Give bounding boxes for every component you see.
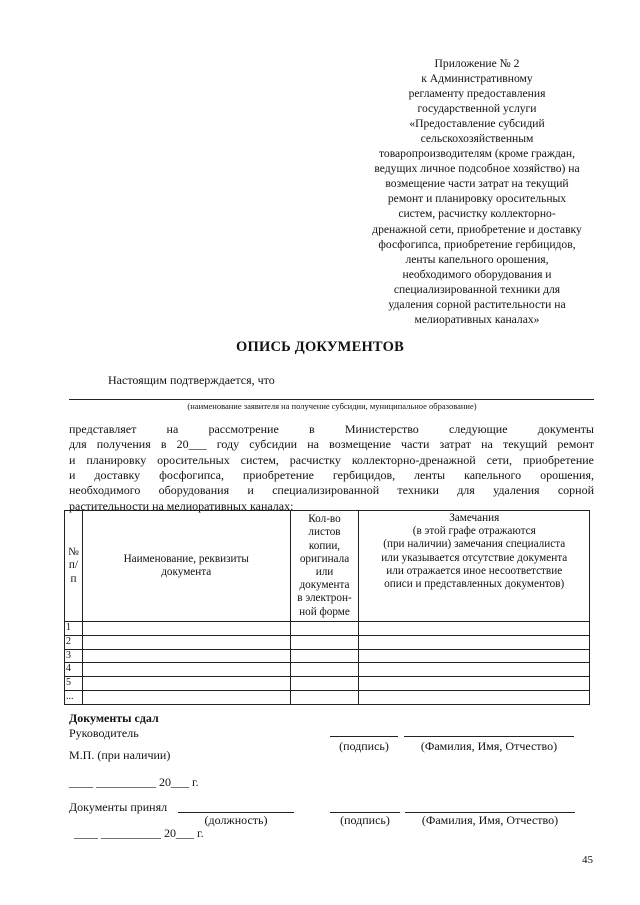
appendix-line: систем, расчистку коллекторно- — [398, 207, 556, 221]
paragraph-line: и доставку фосфогипса, приобретение гербицидов, ленты капельного орошения, — [69, 468, 594, 483]
submitted-head: Руководитель — [69, 726, 139, 740]
submitted-name-caption: (Фамилия, Имя, Отчество) — [420, 739, 558, 753]
documents-table — [64, 510, 590, 705]
doc-notes-cell[interactable] — [359, 622, 590, 636]
table-header-row — [65, 511, 590, 622]
submitted-date[interactable]: ____ __________ 20___ г. — [69, 775, 199, 789]
row-number: ... — [65, 690, 83, 704]
doc-notes-cell[interactable] — [359, 690, 590, 704]
page-title: ОПИСЬ ДОКУМЕНТОВ — [236, 339, 404, 355]
appendix-line: возмещение части затрат на текущий — [385, 177, 569, 191]
doc-name-cell[interactable] — [82, 677, 290, 691]
appendix-line: фосфогипса, приобретение гербицидов, — [378, 237, 576, 251]
body-paragraph — [69, 422, 594, 514]
paragraph-line: растительности на мелиоративных каналах: — [69, 498, 294, 513]
doc-notes-cell[interactable] — [359, 663, 590, 677]
paragraph-line: представляет на рассмотрение в Министерство следующие документы — [69, 422, 594, 436]
table-row — [65, 677, 590, 691]
received-position-caption: (должность) — [204, 813, 268, 827]
appendix-line: к Административному — [421, 72, 533, 86]
appendix-line: ремонт и планировку оросительных — [387, 192, 567, 206]
table-row — [65, 690, 590, 704]
doc-name-cell[interactable] — [82, 622, 290, 636]
received-signature-caption: (подпись) — [340, 813, 390, 827]
doc-name-cell[interactable] — [82, 649, 290, 663]
appendix-line: необходимого оборудования и — [402, 267, 552, 281]
received-name-caption: (Фамилия, Имя, Отчество) — [421, 813, 559, 827]
submitted-signature-line[interactable] — [330, 736, 398, 737]
table-row — [65, 635, 590, 649]
appendix-line: ленты капельного орошения, — [405, 252, 549, 266]
paragraph-line: для получения в 20___ году субсидии на возмещение части затрат на текущий ремонт — [69, 437, 594, 452]
page-number: 45 — [582, 854, 593, 866]
received-label: Документы принял — [69, 800, 168, 814]
doc-name-cell[interactable] — [82, 690, 290, 704]
appendix-line: мелиоративных каналах» — [414, 312, 540, 326]
seal-label: М.П. (при наличии) — [69, 748, 171, 762]
header-notes: Замечания (в этой графе отражаются (при наличии) замечания специалиста или указывается отсутствие документа или отражается иное несоответствие описи и представленных документов) — [359, 511, 590, 622]
table-row — [65, 663, 590, 677]
appendix-line: товаропроизводителям (кроме граждан, — [379, 147, 575, 161]
appendix-line: сельскохозяйственным — [420, 132, 534, 146]
appendix-line: государственной услуги — [417, 102, 537, 116]
doc-count-cell[interactable] — [290, 663, 359, 677]
appendix-line: специализированной техники для — [393, 282, 561, 296]
row-number: 5 — [65, 677, 83, 691]
doc-notes-cell[interactable] — [359, 649, 590, 663]
row-number: 4 — [65, 663, 83, 677]
paragraph-line: необходимого оборудования и специализированной техники для удаления сорной — [69, 483, 594, 498]
appendix-header — [352, 56, 602, 327]
doc-count-cell[interactable] — [290, 622, 359, 636]
submitted-label: Документы сдал — [69, 711, 159, 725]
table-row — [65, 649, 590, 663]
appendix-line: дренажной сети, приобретение и доставку — [372, 222, 582, 236]
doc-count-cell[interactable] — [290, 690, 359, 704]
paragraph-line: и планировку оросительных систем, расчистку коллекторно-дренажной сети, приобретение — [69, 452, 594, 467]
applicant-hint: (наименование заявителя на получение субсидии, муниципальное образование) — [187, 401, 477, 411]
appendix-line: Приложение № 2 — [434, 57, 520, 70]
table-row — [65, 622, 590, 636]
submitted-name-line[interactable] — [404, 736, 574, 737]
doc-count-cell[interactable] — [290, 677, 359, 691]
doc-name-cell[interactable] — [82, 663, 290, 677]
submitted-signature-caption: (подпись) — [339, 739, 389, 753]
header-count: Кол-во листов копии, оригинала или документа в электрон- ной форме — [290, 511, 359, 622]
applicant-line[interactable] — [69, 399, 594, 400]
intro-text: Настоящим подтверждается, что — [108, 373, 275, 387]
appendix-line: удаления сорной растительности на — [388, 297, 566, 311]
appendix-line: «Предоставление субсидий — [409, 117, 545, 131]
row-number: 1 — [65, 622, 83, 636]
doc-count-cell[interactable] — [290, 635, 359, 649]
header-num: № п/ п — [65, 511, 83, 622]
doc-notes-cell[interactable] — [359, 635, 590, 649]
header-name: Наименование, реквизиты документа — [82, 511, 290, 622]
doc-notes-cell[interactable] — [359, 677, 590, 691]
received-date[interactable]: ____ __________ 20___ г. — [74, 826, 204, 840]
appendix-line: регламенту предоставления — [408, 87, 546, 101]
doc-count-cell[interactable] — [290, 649, 359, 663]
doc-name-cell[interactable] — [82, 635, 290, 649]
appendix-line: ведущих личное подсобное хозяйство) на — [374, 162, 580, 176]
row-number: 3 — [65, 649, 83, 663]
row-number: 2 — [65, 635, 83, 649]
